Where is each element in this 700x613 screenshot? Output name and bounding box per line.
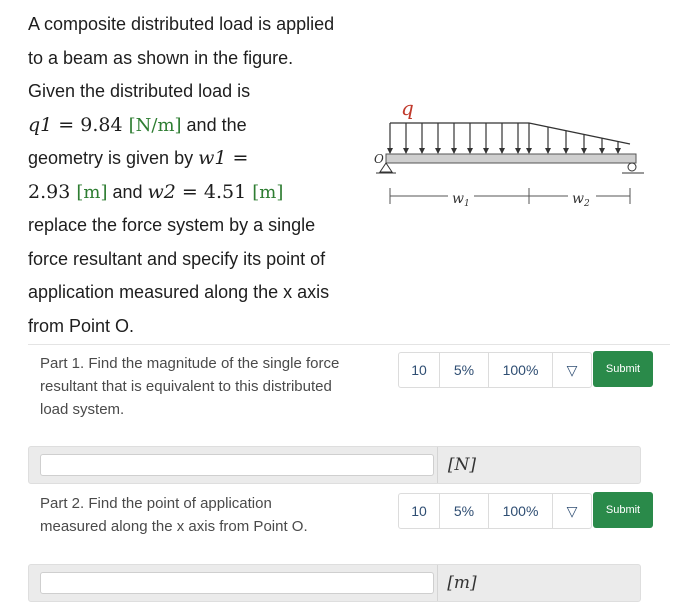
problem-values-line: 2.93 [m] and w2 = 4.51 [m]: [28, 180, 284, 203]
part1-answer-input[interactable]: [40, 454, 434, 476]
part1-answer-box: [28, 446, 641, 484]
q-label: q1 = 9.84: [28, 113, 129, 136]
load-outline: [390, 123, 630, 144]
part2-answer-box: [28, 564, 641, 602]
beam: [386, 154, 636, 163]
problem-tail: replace the force system by a single force resultant and specify its point of application measured along the x axis from Point O.: [28, 215, 330, 336]
part2-tries: 10: [399, 494, 440, 528]
dim-w1-label: $w_1$: [452, 191, 470, 209]
load-arrowheads: [387, 148, 621, 154]
part2-controls: [398, 493, 592, 529]
w1-unit: [m]: [76, 181, 108, 203]
point-o-label: O: [374, 152, 384, 166]
part1-tries: 10: [399, 353, 440, 387]
part2-penalty: 5%: [440, 494, 489, 528]
dim-w2-label: $w_2$: [572, 191, 590, 209]
problem-intro: A composite distributed load is applied to a beam as shown in the figure. Given the distributed load is: [28, 14, 335, 101]
part2-dropdown-icon[interactable]: ▽: [566, 502, 578, 519]
q-unit: [N/m]: [128, 114, 182, 136]
part2-question: Part 2. Find the point of application measured along the x axis from Point O.: [40, 495, 308, 535]
w2-unit: [m]: [252, 181, 284, 203]
part1-score: 100%: [489, 353, 553, 387]
w1-value: 2.93: [28, 180, 77, 203]
part1-unit: [N]: [437, 447, 486, 483]
w1-label: w1 =: [198, 147, 249, 169]
w2-label: w2 = 4.51: [147, 180, 253, 203]
part1-dropdown-icon[interactable]: ▽: [566, 361, 578, 378]
problem-statement: [28, 8, 343, 343]
beam-figure: [368, 93, 668, 223]
part1-controls: [398, 352, 592, 388]
part1-question: Part 1. Find the magnitude of the single force resultant that is equivalent to this distributed load system.: [40, 355, 340, 418]
problem-load-line: q1 = 9.84 [N/m] and the: [28, 113, 247, 136]
figure-q-label: q: [401, 96, 414, 120]
roller-support: [628, 163, 636, 171]
part1-penalty: 5%: [440, 353, 489, 387]
part2-score: 100%: [489, 494, 553, 528]
part1-submit-button[interactable]: Submit: [593, 351, 653, 387]
problem-geom-line: geometry is given by w1 =: [28, 147, 249, 169]
part2-unit: [m]: [437, 565, 486, 601]
section-divider: [28, 344, 670, 345]
part2-answer-input[interactable]: [40, 572, 434, 594]
part2-submit-button[interactable]: Submit: [593, 492, 653, 528]
